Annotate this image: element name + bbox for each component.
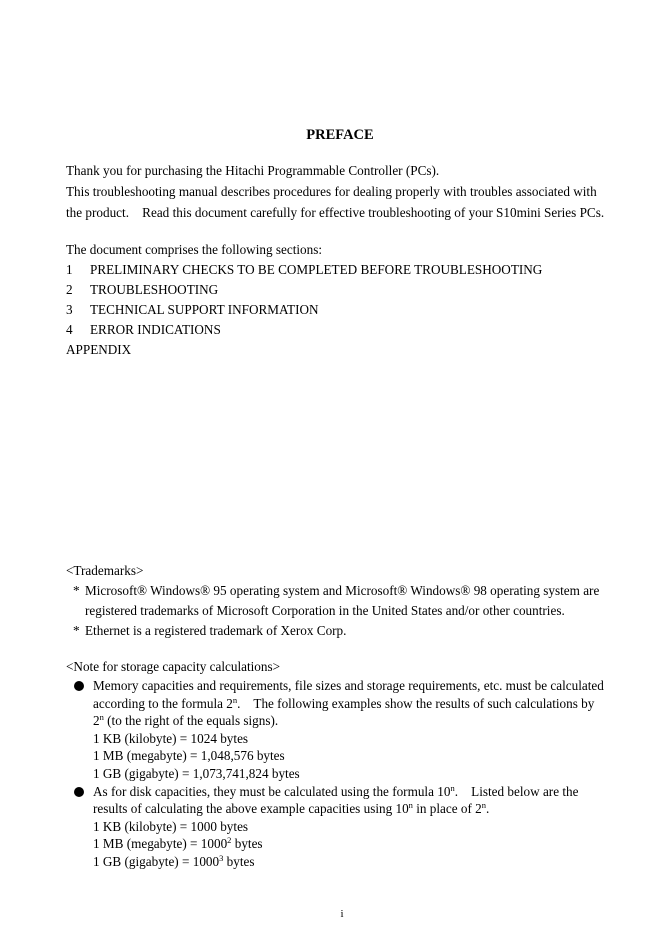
section-number: 4 [66, 322, 73, 337]
example-line: 1 MB (megabyte) = $1000^2$ bytes [93, 835, 263, 852]
section-number: 1 [66, 262, 73, 277]
example-line: 1 GB (gigabyte) = 1,073,741,824 bytes [93, 765, 300, 781]
section-item [66, 320, 542, 340]
trademark-item [66, 621, 599, 641]
intro-line: Thank you for purchasing the Hitachi Programmable Controller (PCs). [66, 163, 440, 178]
appendix-label: APPENDIX [66, 342, 132, 357]
intro-line: the product. Read this document carefully for effective troubleshooting of your S10mini Series PCs. [66, 205, 605, 220]
example-line: 1 GB (gigabyte) = $1000^3$ bytes [93, 852, 255, 869]
note-line: according to the formula 2$^n$. The following examples show the results of such calculations by [93, 694, 595, 711]
decimal-note [66, 783, 604, 871]
page-number: i [340, 908, 344, 920]
section-item [66, 260, 542, 280]
sections-intro: The document comprises the following sections: [66, 242, 323, 257]
note-line: 2$^n$ (to the right of the equals signs). [93, 712, 279, 729]
page-title: PREFACE [306, 127, 374, 143]
note-line: Memory capacities and requirements, file sizes and storage requirements, etc. must be calculated [93, 678, 604, 693]
example-line: 1 MB (megabyte) = 1,048,576 bytes [93, 748, 285, 764]
section-number: 3 [66, 302, 73, 317]
section-label: TECHNICAL SUPPORT INFORMATION [90, 302, 319, 317]
storage-note-section [66, 657, 604, 871]
section-number: 2 [66, 282, 73, 297]
section-item [66, 280, 542, 300]
sections-list [66, 240, 542, 360]
asterisk-marker: * [73, 583, 80, 598]
trademark-text: registered trademarks of Microsoft Corporation in the United States and/or other countries. [85, 603, 565, 618]
asterisk-marker: * [73, 623, 80, 638]
note-line: As for disk capacities, they must be calculated using the formula 10$^n$. Listed below are the [93, 782, 579, 799]
binary-note [66, 677, 604, 783]
storage-note-heading: <Note for storage capacity calculations> [66, 659, 281, 674]
intro-paragraph [66, 160, 626, 223]
section-label: PRELIMINARY CHECKS TO BE COMPLETED BEFORE TROUBLESHOOTING [90, 262, 543, 277]
trademark-item [66, 581, 599, 621]
trademark-text: Microsoft® Windows® 95 operating system and Microsoft® Windows® 98 operating system are [85, 583, 600, 598]
note-line: results of calculating the above example capacities using 10$^n$ in place of 2$^n$. [93, 800, 490, 817]
section-item [66, 300, 542, 320]
bullet-icon [74, 681, 84, 691]
trademark-text: Ethernet is a registered trademark of Xerox Corp. [85, 623, 347, 638]
section-label: TROUBLESHOOTING [90, 282, 219, 297]
intro-line: This troubleshooting manual describes procedures for dealing properly with troubles associated with [66, 184, 597, 199]
example-line: 1 KB (kilobyte) = 1024 bytes [93, 730, 249, 746]
trademarks-heading: <Trademarks> [66, 563, 144, 578]
bullet-icon [74, 787, 84, 797]
section-label: ERROR INDICATIONS [90, 322, 221, 337]
trademarks-section [66, 561, 599, 641]
example-line: 1 KB (kilobyte) = 1000 bytes [93, 818, 249, 834]
